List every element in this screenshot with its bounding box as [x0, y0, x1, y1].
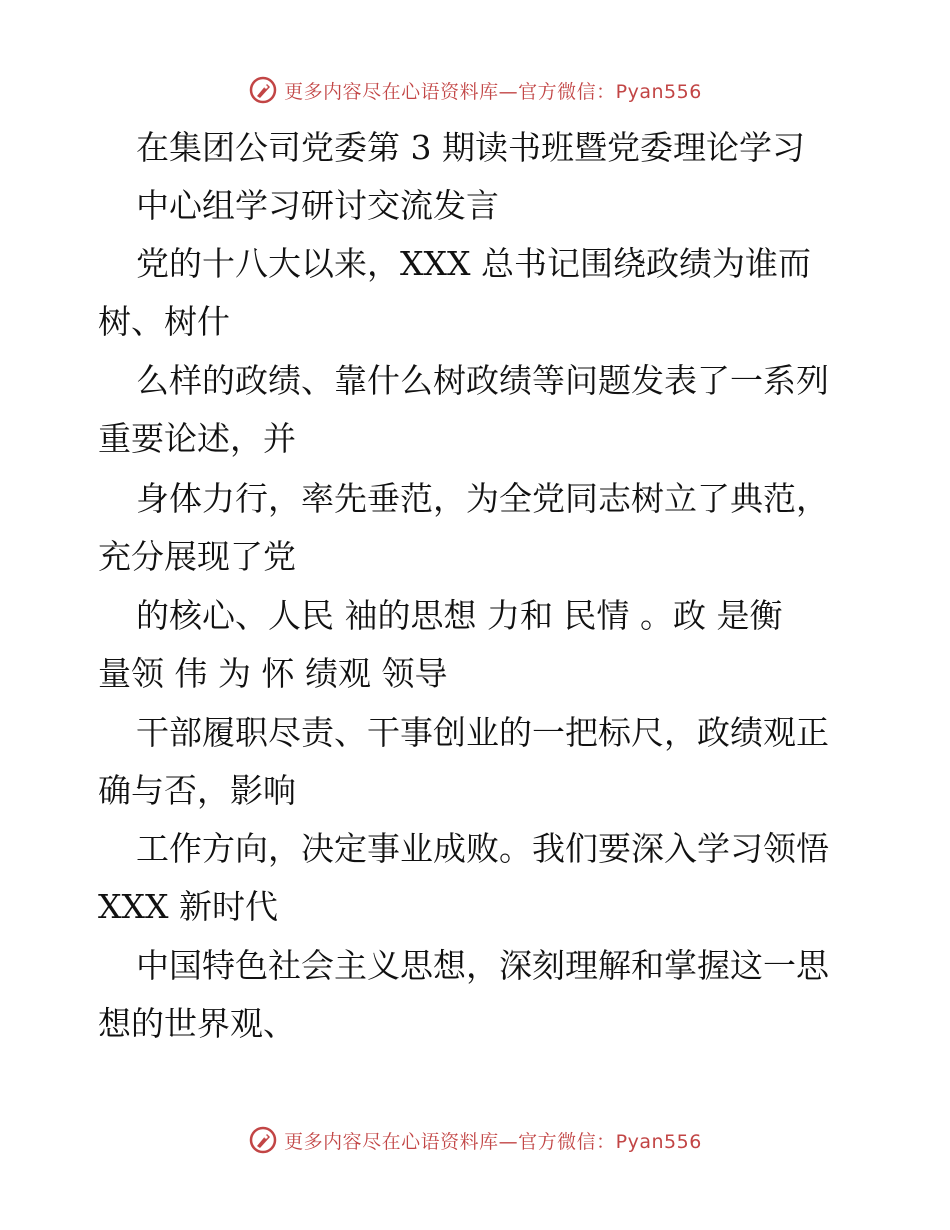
paragraph-line: 干部履职尽责、干事创业的一把标尺，政绩观正 [136, 713, 829, 752]
paragraph-line: 树、树什 [98, 302, 230, 341]
paragraph-line: 身体力行，率先垂范，为全党同志树立了典范， [136, 479, 829, 518]
paragraph-line: 想的世界观、 [98, 1004, 296, 1043]
paragraph-line: 么样的政绩、靠什么树政绩等问题发表了一系列 [136, 361, 829, 400]
paragraph-line: 工作方向，决定事业成败。我们要深入学习领悟 [136, 829, 829, 868]
paragraph-line: XXX 新时代 [98, 887, 278, 926]
paragraph-line: 量领 伟 为 怀 绩观 领导 [98, 654, 448, 693]
footer-banner [0, 1120, 950, 1160]
paragraph-line: 确与否，影响 [98, 771, 296, 810]
banner-text: 更多内容尽在心语资料库—官方微信：Pyan556 [284, 80, 702, 103]
title-line-2: 中心组学习研讨交流发言 [136, 186, 499, 225]
header-banner [0, 70, 950, 110]
paragraph-line: 中国特色社会主义思想，深刻理解和掌握这一思 [136, 946, 829, 985]
banner-text: 更多内容尽在心语资料库—官方微信：Pyan556 [284, 1130, 702, 1153]
paragraph-line: 的核心、人民 袖的思想 力和 民情 。政 是衡 [136, 596, 783, 635]
pen-nib-logo-icon [248, 75, 278, 105]
paragraph-line: 充分展现了党 [98, 537, 296, 576]
paragraph-line: 重要论述，并 [98, 419, 296, 458]
pen-nib-logo-icon [248, 1125, 278, 1155]
title-line-1: 在集团公司党委第 3 期读书班暨党委理论学习 [136, 128, 805, 167]
paragraph-line: 党的十八大以来，XXX 总书记围绕政绩为谁而 [136, 244, 811, 283]
